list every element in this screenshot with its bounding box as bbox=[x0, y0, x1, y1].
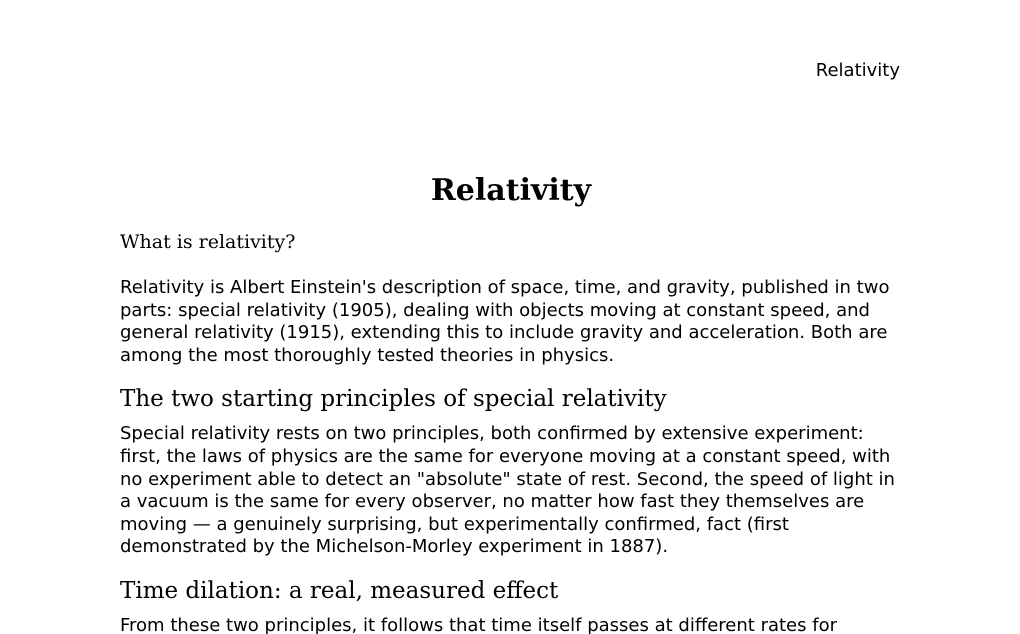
document-subtitle: What is relativity? bbox=[120, 231, 296, 253]
document-body bbox=[120, 172, 902, 634]
running-header: Relativity bbox=[815, 60, 900, 81]
document-title: Relativity bbox=[430, 173, 592, 208]
section-paragraph-time-dilation: From these two principles, it follows that time itself passes at different rates for bbox=[120, 614, 837, 634]
section-heading-principles: The two starting principles of special relativity bbox=[120, 386, 667, 413]
section-heading-time-dilation: Time dilation: a real, measured effect bbox=[120, 577, 559, 604]
section-paragraph-principles: Special relativity rests on two principles, both confirmed by extensive experiment: first, the laws of physics are the same for everyone moving at a constant speed, with no experiment able to detect an "absolute" state of rest. Second, the speed of light in a vacuum is the same for every observer, no matter how fast they themselves are moving — a genuinely surprising, but experimentally confirmed, fact (first demonstrated by the Michelson-Morley experiment in 1887). bbox=[120, 423, 895, 558]
intro-paragraph: Relativity is Albert Einstein's description of space, time, and gravity, published in two parts: special relativity (1905), dealing with objects moving at constant speed, and general relativity (1915), extending this to include gravity and acceleration. Both are among the most thoroughly tested theories in physics. bbox=[120, 277, 890, 366]
